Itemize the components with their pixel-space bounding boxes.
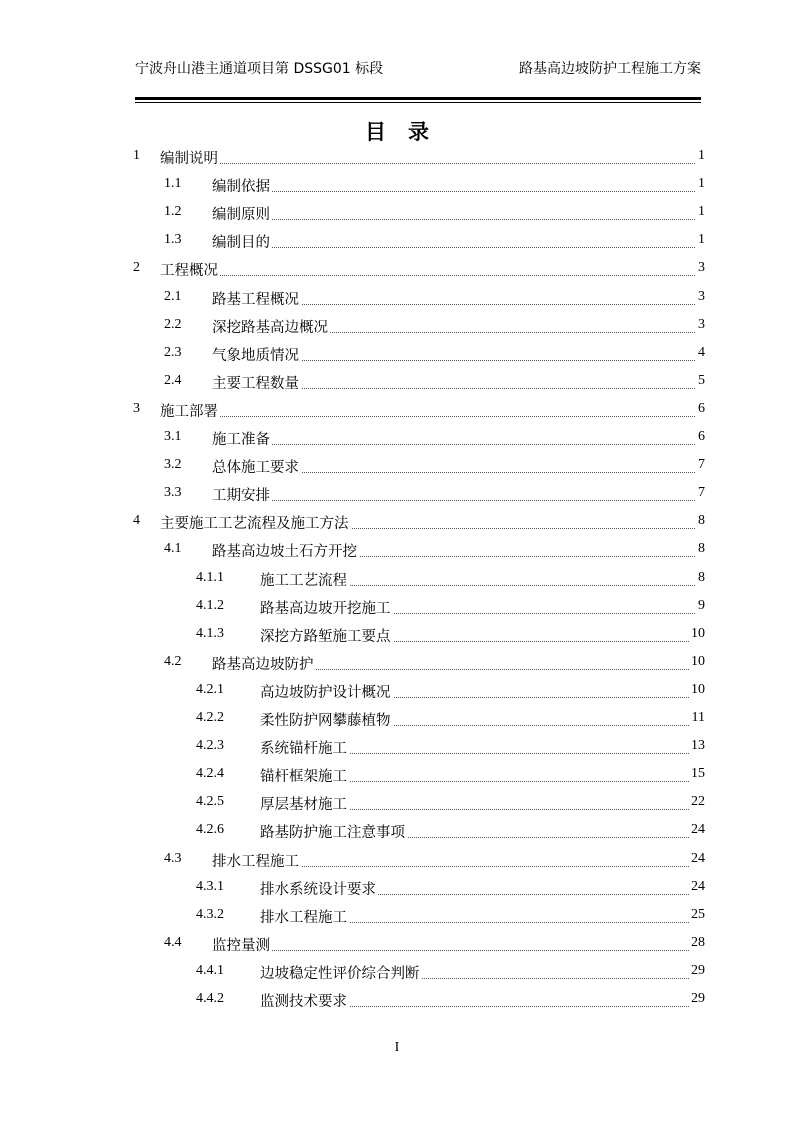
toc-entry-page: 29 — [691, 962, 705, 978]
toc-entry[interactable] — [0, 651, 794, 675]
toc-entry-page: 3 — [698, 260, 705, 276]
toc-entry-title: 深挖路基高边概况 — [212, 316, 330, 337]
toc-entry-title: 施工工艺流程 — [260, 569, 349, 590]
toc-entry-number: 3.2 — [164, 457, 182, 473]
toc-entry[interactable] — [0, 819, 794, 843]
toc-entry-title: 系统锚杆施工 — [260, 737, 349, 758]
toc-entry-page: 10 — [691, 625, 705, 641]
toc-entry-number: 4.4.1 — [196, 962, 224, 978]
toc-entry-number: 4.2.1 — [196, 681, 224, 697]
toc-entry-number: 1.3 — [164, 232, 182, 248]
toc-entry[interactable] — [0, 229, 794, 253]
toc-entry-title: 编制依据 — [212, 175, 272, 196]
toc-entry-title: 路基高边坡开挖施工 — [260, 597, 393, 618]
toc-entry-page: 6 — [698, 429, 705, 444]
toc-entry-number: 3 — [133, 400, 140, 416]
toc-entry-title: 边坡稳定性评价综合判断 — [260, 962, 422, 983]
toc-entry-title: 路基工程概况 — [212, 288, 301, 309]
toc-entry[interactable] — [0, 904, 794, 928]
toc-entry[interactable] — [0, 314, 794, 338]
toc-dot-leader — [160, 147, 699, 164]
toc-entry[interactable] — [0, 735, 794, 759]
toc-entry-number: 4.3.1 — [196, 878, 224, 894]
toc-dot-leader — [212, 231, 699, 248]
toc-entry-page: 7 — [698, 457, 705, 473]
toc-entry-page: 8 — [698, 513, 705, 529]
toc-entry[interactable] — [0, 286, 794, 310]
toc-entry-page: 9 — [698, 597, 705, 613]
toc-dot-leader — [212, 175, 699, 192]
toc-entry-page: 28 — [691, 934, 705, 950]
toc-entry[interactable] — [0, 567, 794, 591]
page-header — [135, 58, 701, 80]
toc-entry[interactable] — [0, 482, 794, 506]
header-rule-thick — [135, 97, 701, 100]
toc-entry[interactable] — [0, 848, 794, 872]
toc-entry-title: 排水系统设计要求 — [260, 878, 378, 899]
toc-entry-page: 1 — [698, 176, 705, 192]
toc-entry[interactable] — [0, 988, 794, 1012]
toc-dot-leader — [212, 203, 699, 220]
toc-entry-title: 施工部署 — [160, 400, 220, 421]
toc-entry-page: 3 — [698, 316, 705, 332]
toc-entry[interactable] — [0, 370, 794, 394]
toc-entry-number: 4.1.2 — [196, 597, 224, 613]
toc-entry-page: 1 — [698, 148, 705, 163]
toc-entry-title: 路基高边坡土石方开挖 — [212, 540, 359, 561]
toc-entry[interactable] — [0, 454, 794, 478]
toc-entry-page: 8 — [698, 569, 705, 585]
toc-entry[interactable] — [0, 960, 794, 984]
toc-entry-number: 3.3 — [164, 485, 182, 501]
toc-entry-title: 气象地质情况 — [212, 344, 301, 365]
toc-dot-leader — [212, 934, 699, 951]
toc-entry[interactable] — [0, 426, 794, 450]
toc-entry-number: 4.3 — [164, 850, 182, 866]
toc-entry-page: 15 — [691, 766, 705, 782]
toc-entry-page: 4 — [698, 344, 705, 360]
toc-entry-number: 1.1 — [164, 176, 182, 192]
toc-entry-title: 监测技术要求 — [260, 990, 349, 1011]
toc-entry-number: 4.2.4 — [196, 766, 224, 782]
toc-entry-title: 监控量测 — [212, 934, 272, 955]
toc-entry-number: 4.1.1 — [196, 569, 224, 585]
toc-entry[interactable] — [0, 876, 794, 900]
toc-entry[interactable] — [0, 538, 794, 562]
toc-entry-number: 2 — [133, 260, 140, 276]
header-document-title: 路基高边坡防护工程施工方案 — [519, 61, 701, 77]
toc-entry-number: 3.1 — [164, 429, 182, 444]
toc-entry-page: 11 — [691, 710, 705, 725]
toc-entry-page: 3 — [698, 288, 705, 304]
toc-entry-title: 编制说明 — [160, 147, 220, 168]
toc-entry-page: 8 — [698, 541, 705, 557]
toc-entry[interactable] — [0, 257, 794, 281]
toc-entry[interactable] — [0, 173, 794, 197]
toc-entry-page: 25 — [691, 906, 705, 922]
toc-entry[interactable] — [0, 679, 794, 703]
toc-entry-number: 2.1 — [164, 288, 182, 304]
toc-entry-number: 4.2.5 — [196, 794, 224, 810]
toc-entry-page: 10 — [691, 653, 705, 669]
toc-entry[interactable] — [0, 510, 794, 534]
toc-entry-number: 4.4 — [164, 934, 182, 950]
toc-entry-page: 10 — [691, 681, 705, 697]
toc-entry-number: 4.3.2 — [196, 906, 224, 922]
toc-title: 目录 — [365, 120, 451, 144]
header-rule-thin — [135, 102, 701, 103]
toc-dot-leader — [160, 259, 699, 276]
toc-entry[interactable] — [0, 707, 794, 731]
toc-entry-title: 锚杆框架施工 — [260, 765, 349, 786]
toc-entry[interactable] — [0, 763, 794, 787]
toc-entry-title: 厚层基材施工 — [260, 793, 349, 814]
toc-entry-page: 5 — [698, 372, 705, 388]
toc-entry-title: 柔性防护网攀藤植物 — [260, 709, 393, 730]
toc-entry-page: 24 — [691, 878, 705, 894]
toc-entry-number: 2.2 — [164, 316, 182, 332]
toc-entry-page: 29 — [691, 991, 705, 1006]
toc-entry-number: 4.2.6 — [196, 822, 224, 838]
toc-entry-title: 路基防护施工注意事项 — [260, 821, 407, 842]
toc-entry-number: 2.4 — [164, 372, 182, 388]
toc-dot-leader — [160, 400, 699, 417]
toc-entry[interactable] — [0, 623, 794, 647]
toc-entry-number: 1 — [133, 148, 140, 163]
toc-entry-title: 高边坡防护设计概况 — [260, 681, 393, 702]
toc-entry-page: 6 — [698, 400, 705, 416]
toc-entry-number: 4.2.3 — [196, 738, 224, 754]
toc-entry-number: 4 — [133, 513, 140, 529]
toc-entry-title: 主要施工工艺流程及施工方法 — [160, 512, 351, 533]
toc-entry-page: 1 — [698, 232, 705, 248]
toc-entry-title: 工程概况 — [160, 259, 220, 280]
toc-entry[interactable] — [0, 398, 794, 422]
toc-entry-page: 13 — [691, 738, 705, 754]
toc-entry-number: 4.4.2 — [196, 991, 224, 1006]
toc-entry-title: 编制原则 — [212, 203, 272, 224]
header-project-name: 宁波舟山港主通道项目第 DSSG01 标段 — [135, 61, 384, 77]
toc-entry-title: 排水工程施工 — [260, 906, 349, 927]
toc-entry[interactable] — [0, 342, 794, 366]
toc-entry-page: 1 — [698, 204, 705, 220]
toc-entry-number: 2.3 — [164, 344, 182, 360]
toc-entry[interactable] — [0, 145, 794, 169]
toc-entry-title: 总体施工要求 — [212, 456, 301, 477]
footer-page-number: I — [394, 1040, 400, 1055]
toc-entry[interactable] — [0, 932, 794, 956]
toc-entry-title: 工期安排 — [212, 484, 272, 505]
toc-entry[interactable] — [0, 791, 794, 815]
toc-entry-number: 4.1.3 — [196, 625, 224, 641]
toc-entry-title: 排水工程施工 — [212, 850, 301, 871]
toc-entry-page: 24 — [691, 822, 705, 838]
toc-entry-title: 深挖方路堑施工要点 — [260, 625, 393, 646]
toc-entry-title: 主要工程数量 — [212, 372, 301, 393]
toc-entry-page: 24 — [691, 850, 705, 866]
toc-entry-number: 4.1 — [164, 541, 182, 557]
toc-entry-number: 4.2 — [164, 653, 182, 669]
toc-dot-leader — [212, 428, 699, 445]
toc-entry-title: 施工准备 — [212, 428, 272, 449]
toc-entry-page: 7 — [698, 485, 705, 501]
toc-entry-title: 路基高边坡防护 — [212, 653, 316, 674]
toc-entry[interactable] — [0, 201, 794, 225]
toc-entry-number: 1.2 — [164, 204, 182, 220]
toc-dot-leader — [212, 484, 699, 501]
toc-entry-number: 4.2.2 — [196, 710, 224, 725]
toc-entry-title: 编制目的 — [212, 231, 272, 252]
toc-entry[interactable] — [0, 595, 794, 619]
toc-entry-page: 22 — [691, 794, 705, 810]
